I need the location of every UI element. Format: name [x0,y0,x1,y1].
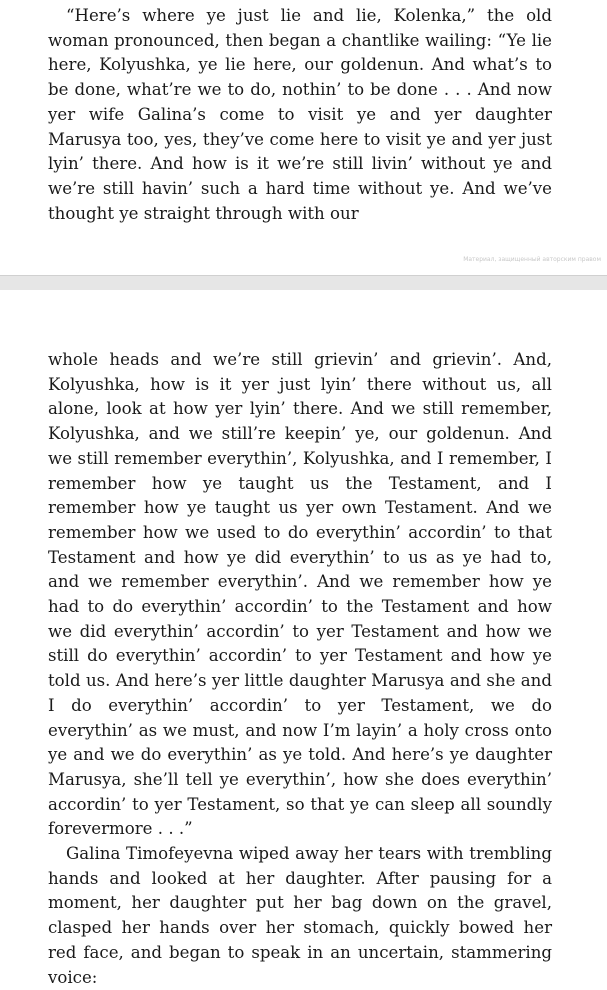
copyright-watermark: Материал, защищенный авторским правом [463,256,601,263]
paragraph: “Here’s where ye just lie and lie, Kolenka,” the old woman pronounced, then began a chantlike wailing: “Ye lie here, Kolyushka, ye lie here, our goldenun. And what’s to be done, what’re we to do, nothin’ to be done . . . And now yer wife Galina’s come to visit ye and yer daughter Marusya too, yes, they’ve come here to visit ye and yer just lyin’ there. And how is it we’re still livin’ without ye and we’re still havin’ such a hard time without ye. And we’ve thought ye straight through with our [48,6,552,223]
page-bottom [0,290,607,987]
page-top [0,0,607,275]
paragraph: whole heads and we’re still grievin’ and grievin’. And, Kolyushka, how is it yer just lyin’ there without us, all alone, look at how yer lyin’ there. And we still remember, Kolyushka, and we still’re keepin’ ye, our goldenun. And we still remember everythin’, Kolyushka, and I remember, I remember how ye taught us the Testament, and I remember how ye taught us yer own Testament. And we remember how we used to do everythin’ accordin’ to that Testament and how ye did everythin’ to us as ye had to, and we remember everythin’. And we remember how ye had to do everythin’ accordin’ to the Testament and how we did everythin’ accordin’ to yer Testament and how we still do everythin’ accordin’ to yer Testament and how ye told us. And here’s yer little daughter Marusya and she and I do everythin’ accordin’ to yer Testament, we do everythin’ as we must, and now I’m layin’ a holy cross onto ye and we do everythin’ as ye told. And here’s ye daughter Marusya, she’ll tell ye everythin’, how she does everythin’ accordin’ to yer Testament, so that ye can sleep all soundly forevermore . . .” [48,350,552,839]
paragraph: Galina Timofeyevna wiped away her tears with trembling hands and looked at her daughter. After pausing for a moment, her daughter put her bag down on the gravel, clasped her hands over her stomach, quickly bowed her red face, and began to speak in an uncertain, stammering voice: [48,844,552,987]
page-bottom-text [48,348,552,990]
page-top-text [48,4,552,226]
page-separator [0,275,607,291]
